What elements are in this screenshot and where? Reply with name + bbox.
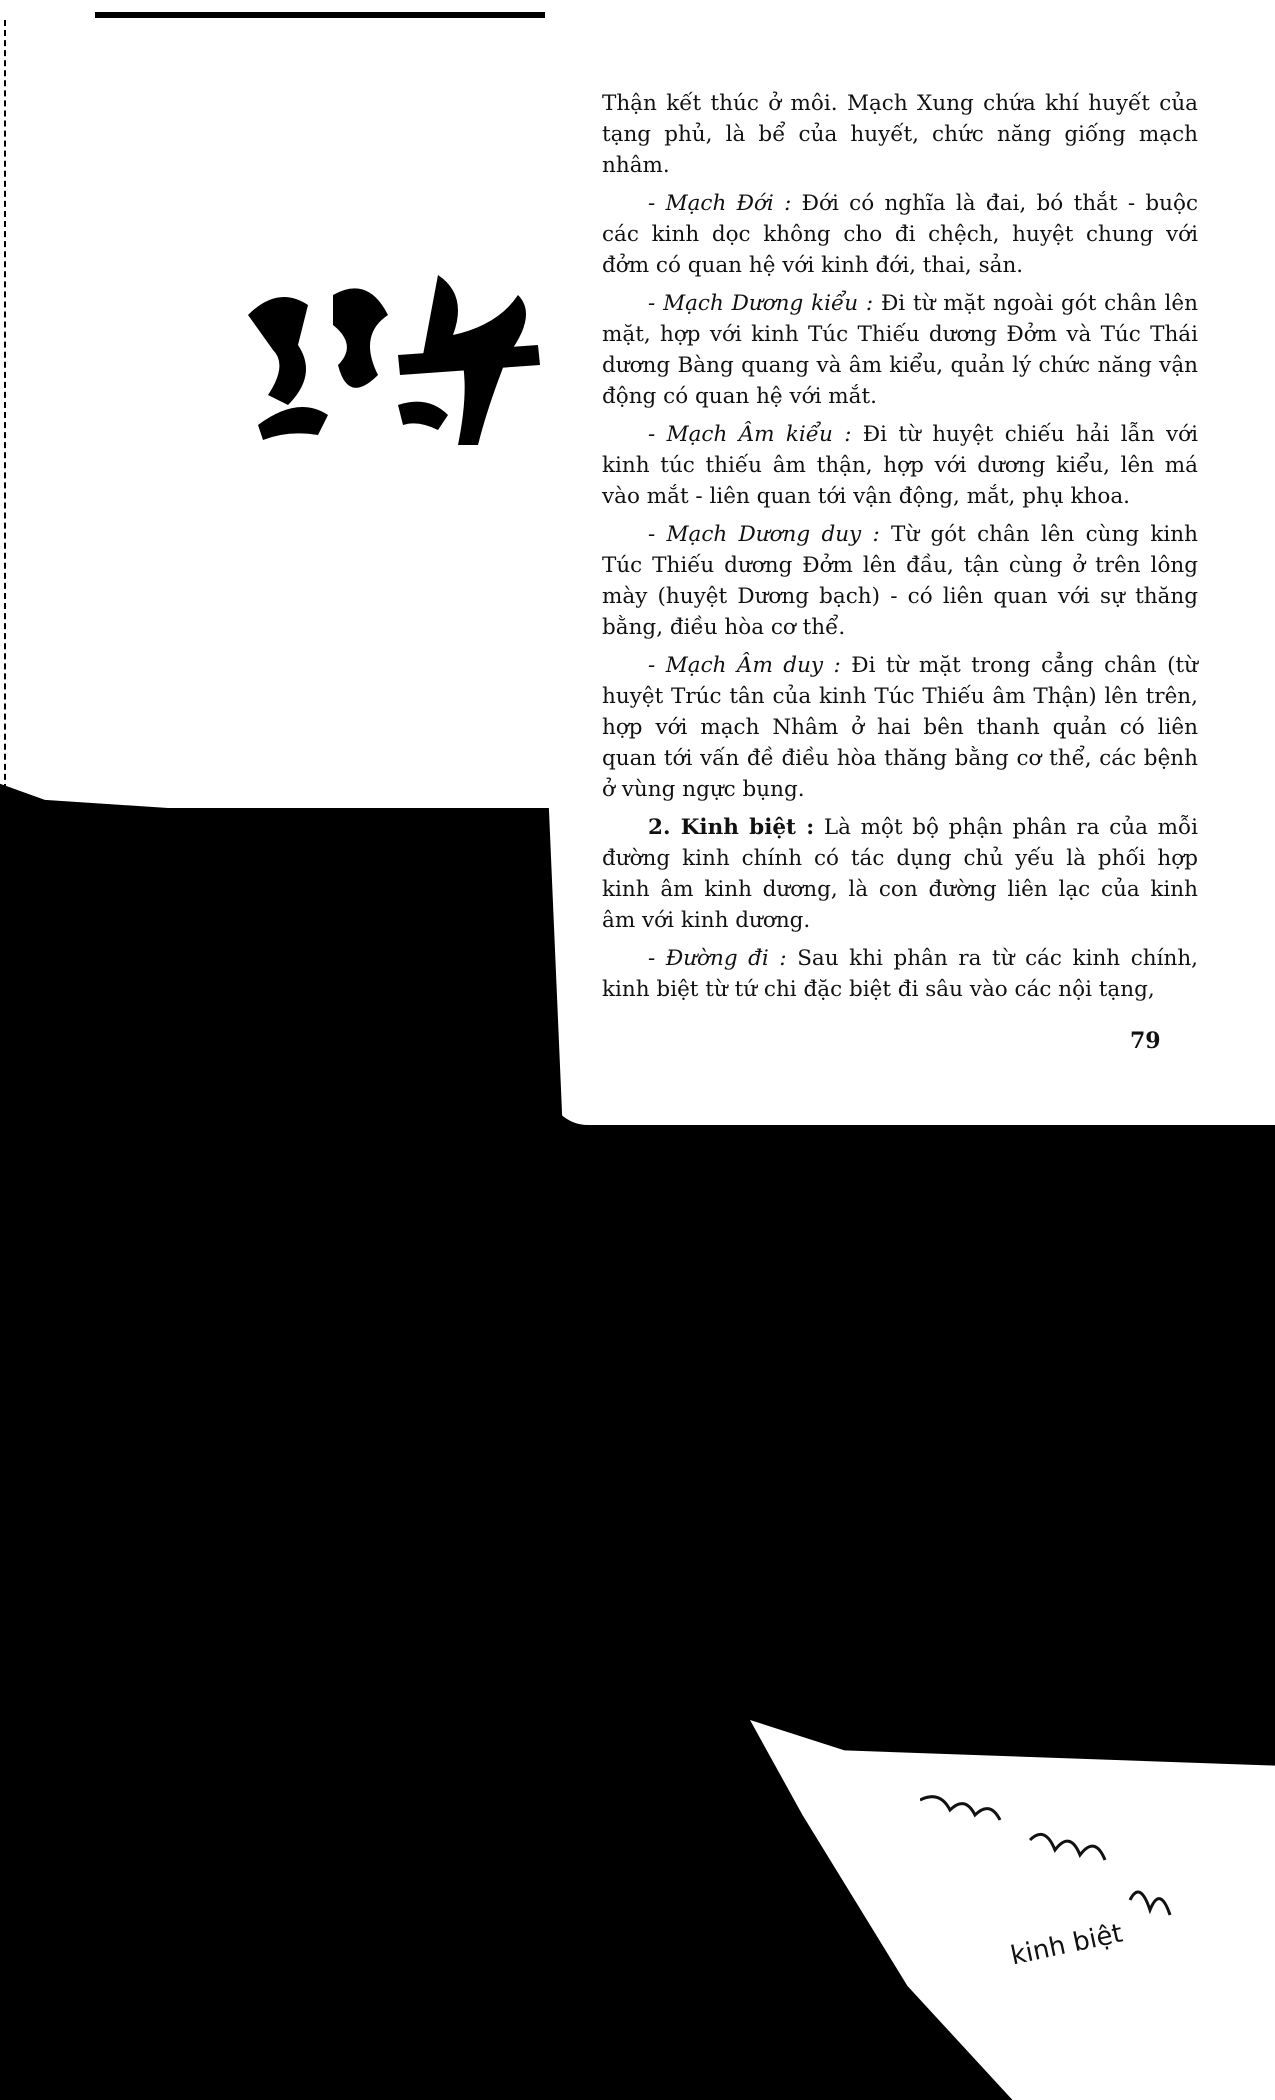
paragraph [602, 519, 1198, 643]
paragraph-text: Là một bộ phận phân ra của mỗi đường kinh chính có tác dụng chủ yếu là phối hợp kinh âm kinh dương, là con đường liên lạc của kinh âm với kinh dương. [602, 815, 1199, 933]
page-border-side [4, 20, 24, 800]
paragraph-heading: - Mạch Dương duy : [648, 522, 880, 547]
page-border-top [95, 12, 545, 18]
paragraph-text: Đi từ huyệt chiếu hải lẫn với kinh túc thiếu âm thận, hợp với dương kiểu, lên má vào mắt - liên quan tới vận động, mắt, phụ khoa. [602, 422, 1198, 509]
paragraph-heading: - Đường đi : [648, 946, 787, 971]
paragraph-text: Đi từ mặt ngoài gót chân lên mặt, hợp với kinh Túc Thiếu dương Đởm và Túc Thái dương Bàng quang và âm kiểu, quản lý chức năng vận động có quan hệ với mắt. [602, 291, 1199, 409]
paragraph [602, 650, 1198, 805]
paragraph [602, 419, 1198, 512]
paragraph-text: Sau khi phân ra từ các kinh chính, kinh biệt từ tứ chi đặc biệt đi sâu vào các nội tạng, [602, 946, 1199, 1002]
flap-label: kinh biệt [1008, 1918, 1126, 1972]
paragraph-heading: - Mạch Âm kiểu : [648, 422, 852, 447]
paragraph-heading: - Mạch Âm duy : [648, 653, 841, 678]
paragraph-text: Đi từ mặt trong cẳng chân (từ huyệt Trúc tân của kinh Túc Thiếu âm Thận) lên trên, hợp với mạch Nhâm ở hai bên thanh quản có liên quan tới vấn đề điều hòa thăng bằng cơ thể, các bệnh ở vùng ngực bụng. [602, 653, 1198, 802]
paragraph-text: Đới có nghĩa là đai, bó thắt - buộc các kinh dọc không cho đi chệch, huyệt chung với đởm có quan hệ với kinh đới, thai, sản. [602, 191, 1198, 278]
paragraph [602, 943, 1198, 1005]
calligraphy-graphic [238, 255, 558, 455]
paragraph-heading: 2. Kinh biệt : [648, 815, 815, 840]
paragraph [602, 812, 1198, 936]
paragraph-text: Thận kết thúc ở môi. Mạch Xung chứa khí huyết của tạng phủ, là bể của huyết, chức năng giống mạch nhâm. [602, 91, 1198, 178]
paragraph-text: Từ gót chân lên cùng kinh Túc Thiếu dương Đởm lên đầu, tận cùng ở trên lông mày (huyệt Dương bạch) - có liên quan với sự thăng bằng, điều hòa cơ thể. [602, 522, 1198, 640]
paragraph-heading: - Mạch Đới : [648, 191, 792, 216]
body-text [602, 88, 1198, 1012]
paragraph [602, 188, 1198, 281]
page-number: 79 [1130, 1028, 1161, 1054]
paragraph-heading: - Mạch Dương kiểu : [648, 291, 874, 316]
paragraph [602, 288, 1198, 412]
paragraph [602, 88, 1198, 181]
